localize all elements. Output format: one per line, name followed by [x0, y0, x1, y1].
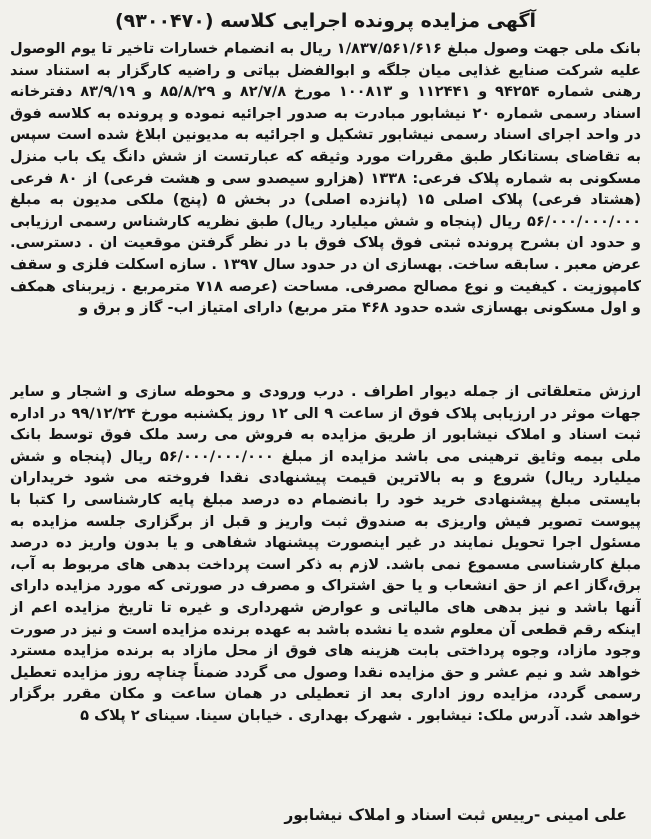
notice-title: آگهی مزایده پرونده اجرایی کلاسه (۹۳۰۰۴۷۰)	[114, 10, 537, 32]
notice-body-section-2: ارزش متعلقاتی از جمله دیوار اطراف . درب ورودی و محوطه سازی و اشجار و سایر جهات موثر در ارزیابی پلاک فوق از ساعت ۹ الی ۱۲ روز یکشنبه مورخ ۹۹/۱۲/۲۴ در اداره ثبت اسناد و املاک نیشابور از طریق مزایده به فروش می رسد ملک فوق توسط بانک ملی بیمه وثایق ترهینی می باشد مزایده از مبلغ ۵۶/۰۰۰/۰۰۰/۰۰۰ ریال (پنجاه و شش میلیارد ریال) شروع و به بالاترین قیمت پیشنهادی نقدا فروخته می شود خریداران بایستی مبلغ پیشنهادی خرید خود را بانضمام ده درصد مبلغ پایه کارشناسی را کتبا با پیوست تصویر فیش واریزی به صندوق ثبت واریز و قبل از برگزاری جلسه مزایده به مسئول اجرا تحویل نمایند در غیر اینصورت پیشنهاد شفاهی و یا بدون واریز ده درصد مبلغ کارشناسی مسموع نمی باشد. لازم به ذکر است پرداخت بدهی های مربوط به آب، برق،گاز اعم از حق انشعاب و یا حق اشتراک و مصرف در صورتی که مورد مزایده دارای آنها باشد و نیز بدهی های مالیاتی و عوارض شهرداری و غیره تا تاریخ مزایده اعم از اینکه رقم قطعی آن معلوم شده یا نشده باشد به عهده برنده مزایده است و نیز در صورت وجود مازاد، وجوه پرداختی بابت هزینه های فوق از محل مازاد به برنده مزایده مسترد خواهد شد و نیم عشر و حق مزایده نقدا وصول می گردد ضمناً چناچه روز مزایده تعطیل رسمی گردد، مزایده روز اداری بعد از تعطیلی در همان ساعت و مکان مقرر برگزار خواهد شد. آدرس ملک: نیشابور . شهرک بهداری . خیابان سینا. سینای ۲ پلاک ۵	[10, 383, 641, 724]
notice-signature: علی امینی -رییس ثبت اسناد و املاک نیشابور	[284, 806, 627, 824]
notice-body-section-1: بانک ملی جهت وصول مبلغ ۱/۸۳۷/۵۶۱/۶۱۶ ریال به انضمام خسارات تاخیر تا یوم الوصول علیه شرکت صنایع غذایی میان جلگه و ابوالفضل بیاتی و راضیه کارگزار به استناد سند رهنی شماره ۹۴۲۵۴ و ۱۱۲۴۴۱ و ۱۰۰۸۱۳ مورخ ۸۲/۷/۸ و ۸۵/۸/۲۹ و ۸۳/۹/۱۹ دفترخانه اسناد رسمی شماره ۲۰ نیشابور مبادرت به صدور اجرائیه نموده و پرونده به کلاسه فوق در واحد اجرای اسناد رسمی نیشابور تشکیل و اجرائیه به مدیونین ابلاغ شده است سپس به تقاضای بستانکار طبق مقررات مورد وثیقه که عبارتست از شش دانگ یک باب منزل مسکونی به شماره پلاک فرعی: ۱۳۳۸ (هزارو سیصدو سی و هشت فرعی) از ۸۰ فرعی (هشتاد فرعی) پلاک اصلی ۱۵ (پانزده اصلی) در بخش ۵ (پنج) ملکی مدیون به مبلغ ۵۶/۰۰۰/۰۰۰/۰۰۰ ریال (پنجاه و شش میلیارد ریال) طبق نظریه کارشناس رسمی ارزیابی و حدود ان بشرح پرونده ثبتی فوق پلاک فوق با در نظر گرفتن موقعیت ان . دسترسی. عرض معبر . سابقه ساخت. بهسازی ان در حدود سال ۱۳۹۷ . سازه اسکلت فلزی و سقف کامپوزیت . کیفیت و نوع مصالح مصرفی. مساحت (عرصه ۷۱۸ مترمربع . زیربنای همکف و اول مسکونی بهسازی شده حدود ۴۶۸ متر مربع) دارای امتیاز اب- گاز و برق و	[10, 40, 641, 317]
